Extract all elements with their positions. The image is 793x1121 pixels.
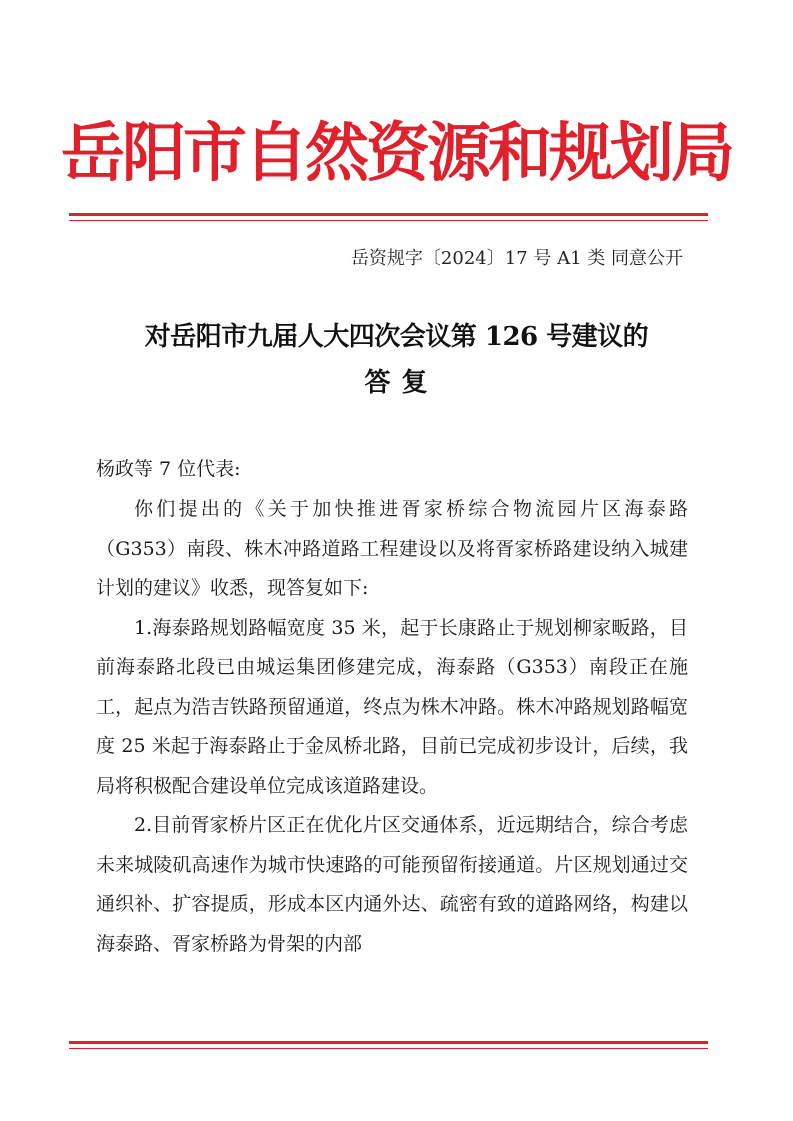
footer-red-rule-thick (69, 1041, 708, 1044)
letterhead-red-rule-thin (69, 220, 708, 221)
salutation: 杨政等 7 位代表: (96, 458, 241, 480)
document-number: 岳资规字〔2024〕17 号 A1 类 同意公开 (350, 248, 683, 269)
footer-red-rule-thin (69, 1048, 708, 1049)
document-title-line-1: 对岳阳市九届人大四次会议第 126 号建议的 (144, 322, 649, 352)
paragraph: 你们提出的《关于加快推进胥家桥综合物流园片区海泰路（G353）南段、株木冲路道路工程建设以及将胥家桥路建设纳入城建计划的建议》收悉，现答复如下: (96, 498, 688, 599)
agency-letterhead-title: 岳阳市自然资源和规划局 (61, 116, 732, 191)
letterhead-red-rule-thick (69, 213, 708, 216)
paragraph: 2.目前胥家桥片区正在优化片区交通体系，近远期结合，综合考虑未来城陵矶高速作为城市快速路的可能预留衔接通道。片区规划通过交通织补、扩容提质，形成本区内通外达、疏密有致的道路网络，构建以海泰路、胥家桥路为骨架的内部 (96, 814, 688, 955)
paragraph: 1.海泰路规划路幅宽度 35 米，起于长康路止于规划柳家畈路，目前海泰路北段已由城运集团修建完成，海泰路（G353）南段正在施工，起点为浩吉铁路预留通道，终点为株木冲路。株木冲路规划路幅宽度 25 米起于海泰路止于金凤桥北路，目前已完成初步设计，后续，我局将积极配合建设单位完成该道路建设。 (96, 616, 688, 797)
document-title-line-2: 答 复 (364, 368, 429, 398)
body-text (96, 490, 688, 964)
